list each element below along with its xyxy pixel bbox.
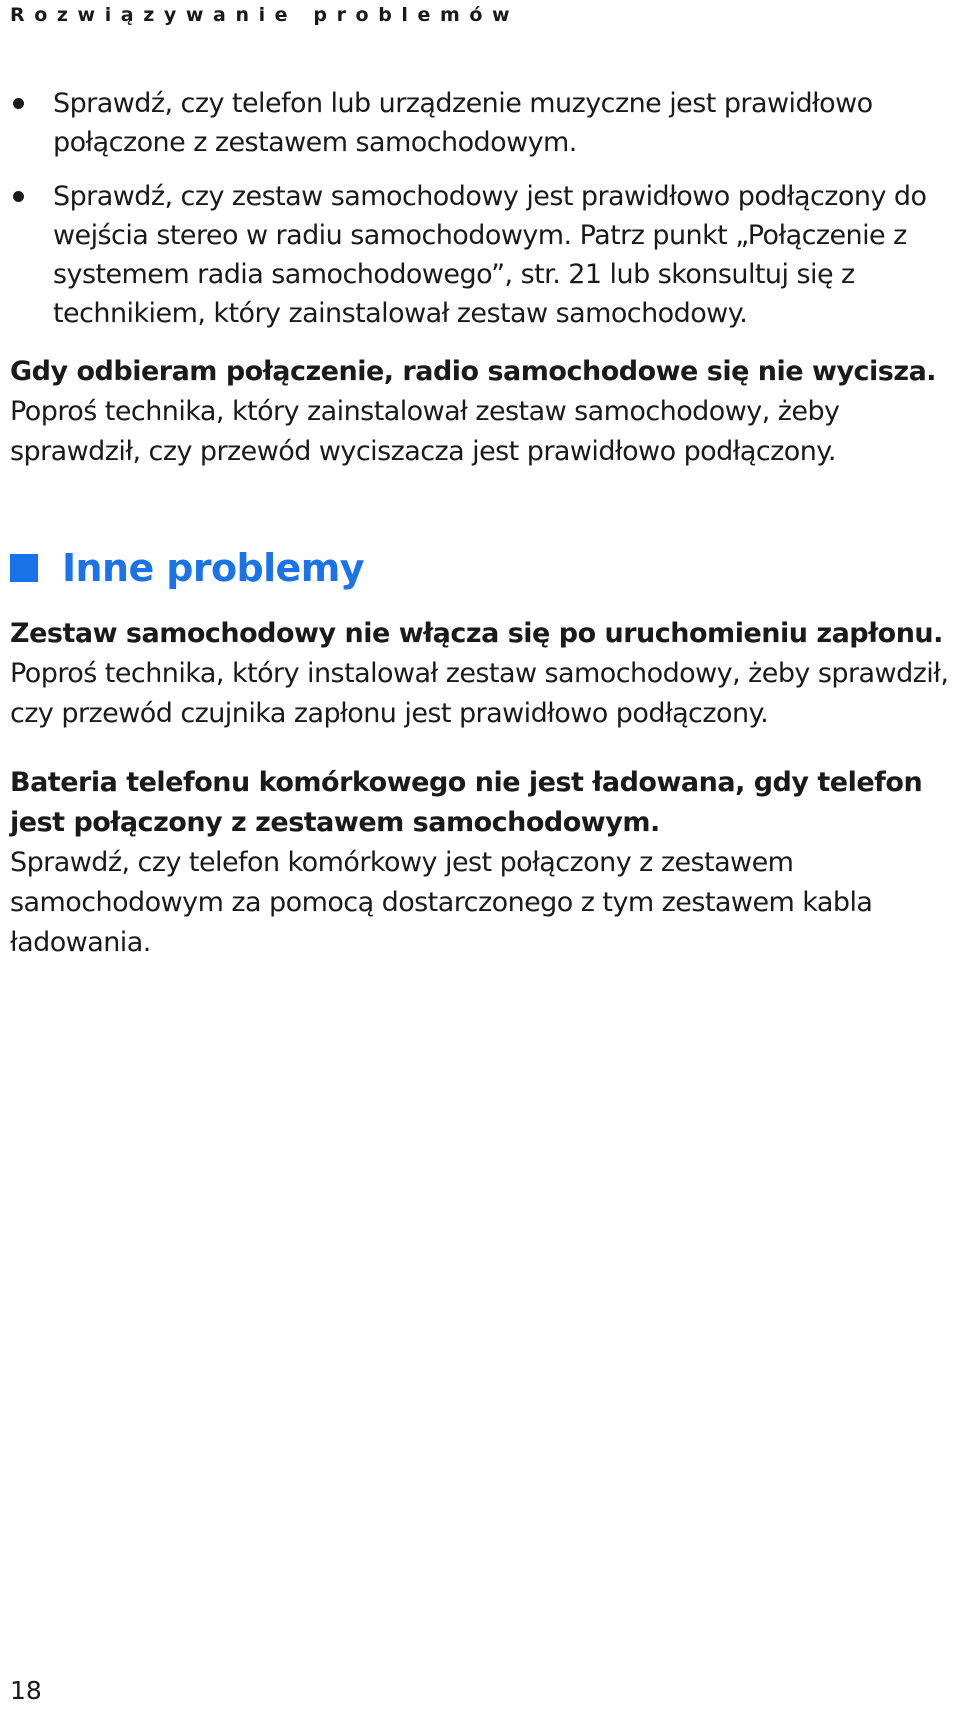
page-number: 18 bbox=[10, 1676, 42, 1705]
problem-question: Bateria telefonu komórkowego nie jest ładowana, gdy telefon jest połączony z zestawem samochodowym. bbox=[10, 767, 923, 838]
problem-question: Zestaw samochodowy nie włącza się po uruchomieniu zapłonu. bbox=[10, 618, 943, 649]
problem-block-ignition bbox=[10, 614, 950, 734]
bullet-text: Sprawdź, czy zestaw samochodowy jest prawidłowo podłączony do wejścia stereo w radiu samochodowym. Patrz punkt „Połączenie z systemem radia samochodowego”, str. 21 lub skonsultuj się z technikiem, który zainstalował zestaw samochodowy. bbox=[53, 181, 927, 329]
problem-block-radio-mute bbox=[10, 352, 950, 472]
bullet-text: Sprawdź, czy telefon lub urządzenie muzyczne jest prawidłowo połączone z zestawem samochodowym. bbox=[53, 88, 873, 158]
bullet-icon bbox=[13, 191, 24, 202]
problem-answer: Poproś technika, który instalował zestaw samochodowy, żeby sprawdził, czy przewód czujnika zapłonu jest prawidłowo podłączony. bbox=[10, 658, 949, 729]
problem-block-battery bbox=[10, 763, 950, 963]
list-item bbox=[10, 84, 940, 162]
problem-answer: Poproś technika, który zainstalował zestaw samochodowy, żeby sprawdził, czy przewód wyciszacza jest prawidłowo podłączony. bbox=[10, 396, 840, 467]
problem-answer: Sprawdź, czy telefon komórkowy jest połączony z zestawem samochodowym za pomocą dostarczonego z tym zestawem kabla ładowania. bbox=[10, 847, 873, 958]
problem-question: Gdy odbieram połączenie, radio samochodowe się nie wycisza. bbox=[10, 356, 937, 387]
list-item bbox=[10, 177, 940, 333]
bullet-list bbox=[10, 84, 940, 348]
section-heading bbox=[10, 546, 364, 590]
section-title: Inne problemy bbox=[62, 546, 364, 590]
section-square-icon bbox=[10, 554, 38, 582]
bullet-icon bbox=[13, 98, 24, 109]
running-header: Rozwiązywanie problemów bbox=[10, 4, 520, 26]
